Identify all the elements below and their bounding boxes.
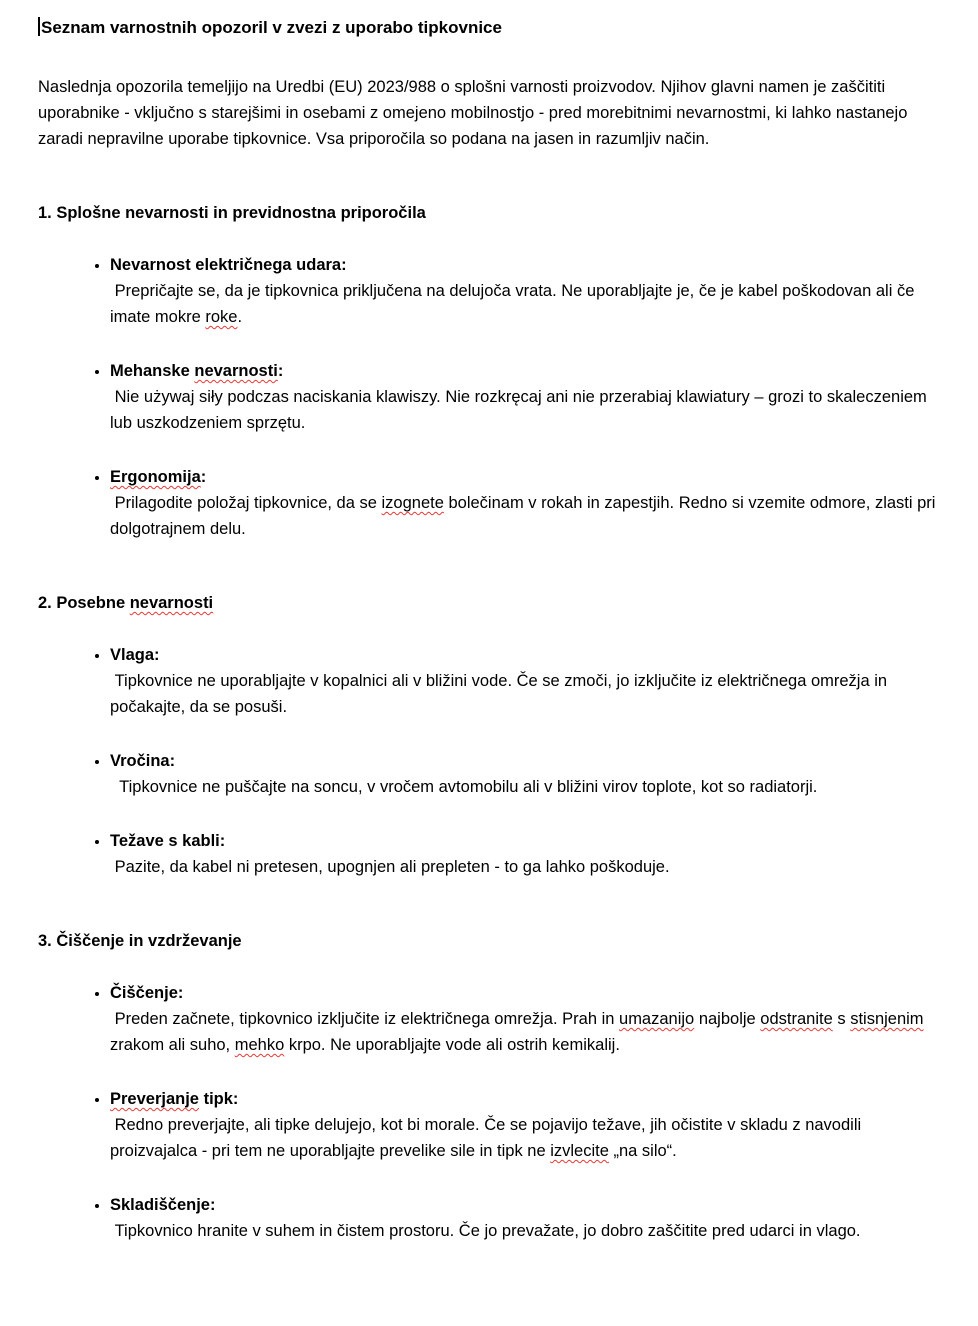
list-item — [110, 748, 938, 800]
text-run: . — [237, 308, 243, 326]
text-run: krpo. Ne uporabljajte vode ali ostrih kemikalij. — [284, 1036, 620, 1054]
text-run: „na silo“. — [608, 1142, 677, 1160]
list-item — [110, 358, 938, 436]
section-1 — [38, 200, 941, 542]
item-body — [110, 1218, 938, 1244]
section-heading — [38, 200, 938, 226]
bullet-list — [38, 642, 938, 880]
misspelled-word: Ergonomija — [110, 468, 201, 486]
list-item — [110, 828, 938, 880]
document-title-text: Seznam varnostnih opozoril v zvezi z uporabo tipkovnice — [41, 18, 502, 37]
misspelled-word: roke — [205, 308, 238, 326]
list-item — [110, 642, 938, 720]
text-run: Čiščenje: — [110, 984, 184, 1002]
text-run: s — [832, 1010, 851, 1028]
text-run: Tipkovnice ne uporabljajte v kopalnici ali v bližini vode. Če se zmoči, jo izključite iz električnega omrežja in počakajte, da se posuši. — [110, 672, 892, 716]
text-run: Vročina: — [110, 752, 176, 770]
misspelled-word: odstranite — [760, 1010, 833, 1028]
section-heading — [38, 590, 938, 616]
text-run: Preden začnete, tipkovnico izključite iz električnega omrežja. Prah in — [110, 1010, 620, 1028]
text-run: Prilagodite položaj tipkovnice, da se — [110, 494, 382, 512]
item-label — [110, 980, 938, 1006]
text-run: Mehanske — [110, 362, 195, 380]
list-item — [110, 252, 938, 330]
item-label — [110, 828, 938, 854]
item-body — [110, 668, 938, 720]
text-run: tipk: — [198, 1090, 239, 1108]
item-body — [110, 1112, 938, 1164]
text-run: Skladiščenje: — [110, 1196, 216, 1214]
list-item — [110, 464, 941, 542]
list-item — [110, 1086, 938, 1164]
section-3 — [38, 928, 938, 1244]
text-run: zrakom ali suho, — [110, 1010, 929, 1054]
item-label — [110, 642, 938, 668]
list-item — [110, 980, 938, 1058]
item-label — [110, 1192, 938, 1218]
text-run: Redno preverjajte, ali tipke delujejo, kot bi morale. Če se pojavijo težave, jih očistite v skladu z navodili proizvajalca - pri tem ne uporabljajte prevelike sile in tipk ne — [110, 1116, 866, 1160]
item-body — [110, 854, 938, 880]
text-run: 1. Splošne nevarnosti in previdnostna priporočila — [38, 204, 426, 222]
item-body — [110, 278, 938, 330]
item-body — [110, 774, 938, 800]
misspelled-word: nevarnosti — [194, 362, 278, 380]
text-run: Pazite, da kabel ni pretesen, upognjen ali prepleten - to ga lahko poškoduje. — [110, 858, 670, 876]
bullet-list — [38, 252, 941, 542]
text-run: Tipkovnice ne puščajte na soncu, v vročem avtomobilu ali v bližini virov toplote, kot so radiatorji. — [110, 778, 818, 796]
text-run: bolečinam v rokah in zapestjih. Redno si vzemite odmore, zlasti pri dolgotrajnem delu. — [110, 494, 941, 538]
text-cursor — [38, 17, 40, 36]
text-run: Nie używaj siły podczas naciskania klawiszy. Nie rozkręcaj ani nie przerabiaj klawiatury – grozi to skaleczeniem lub uszkodzeniem sprzętu. — [110, 388, 932, 432]
document-title — [38, 16, 938, 40]
misspelled-word: stisnjenim — [850, 1010, 924, 1028]
item-body — [110, 384, 938, 436]
section-2 — [38, 590, 938, 880]
misspelled-word: nevarnosti — [129, 594, 214, 612]
text-run: : — [200, 468, 207, 486]
misspelled-word: izognete — [381, 494, 444, 512]
text-run: : — [277, 362, 284, 380]
text-run: Vlaga: — [110, 646, 160, 664]
text-run: Prepričajte se, da je tipkovnica priključena na delujoča vrata. Ne uporabljajte je, če je kabel poškodovan ali če imate mokre — [110, 282, 919, 326]
item-body — [110, 490, 941, 542]
misspelled-word: umazanijo — [619, 1010, 695, 1028]
item-label — [110, 464, 938, 490]
intro-paragraph: Naslednja opozorila temeljijo na Uredbi (EU) 2023/988 o splošni varnosti proizvodov. Njihov glavni namen je zaščititi uporabnike - vključno s starejšimi in osebami z omejeno mobilnostjo - pred morebitnimi nevarnostmi, ki lahko nastanejo zaradi nepravilne uporabe tipkovnice. Vsa priporočila so podana na jasen in razumljiv način. — [38, 78, 908, 148]
text-run: Težave s kabli: — [110, 832, 226, 850]
text-run: Tipkovnico hranite v suhem in čistem prostoru. Če jo prevažate, jo dobro zaščitite pred udarci in vlago. — [110, 1222, 861, 1240]
item-label — [110, 1086, 938, 1112]
text-run: Nevarnost električnega udara: — [110, 256, 347, 274]
item-label — [110, 358, 938, 384]
text-run: 2. Posebne — [38, 594, 130, 612]
item-body — [110, 1006, 938, 1058]
item-label — [110, 252, 938, 278]
sections-container — [38, 200, 941, 1244]
section-heading — [38, 928, 938, 954]
text-run: 3. Čiščenje in vzdrževanje — [38, 932, 242, 950]
misspelled-word: Preverjanje — [110, 1090, 199, 1108]
item-label — [110, 748, 938, 774]
list-item — [110, 1192, 938, 1244]
text-run: najbolje — [694, 1010, 761, 1028]
misspelled-word: mehko — [234, 1036, 285, 1054]
bullet-list — [38, 980, 938, 1244]
misspelled-word: izvlecite — [550, 1142, 609, 1160]
